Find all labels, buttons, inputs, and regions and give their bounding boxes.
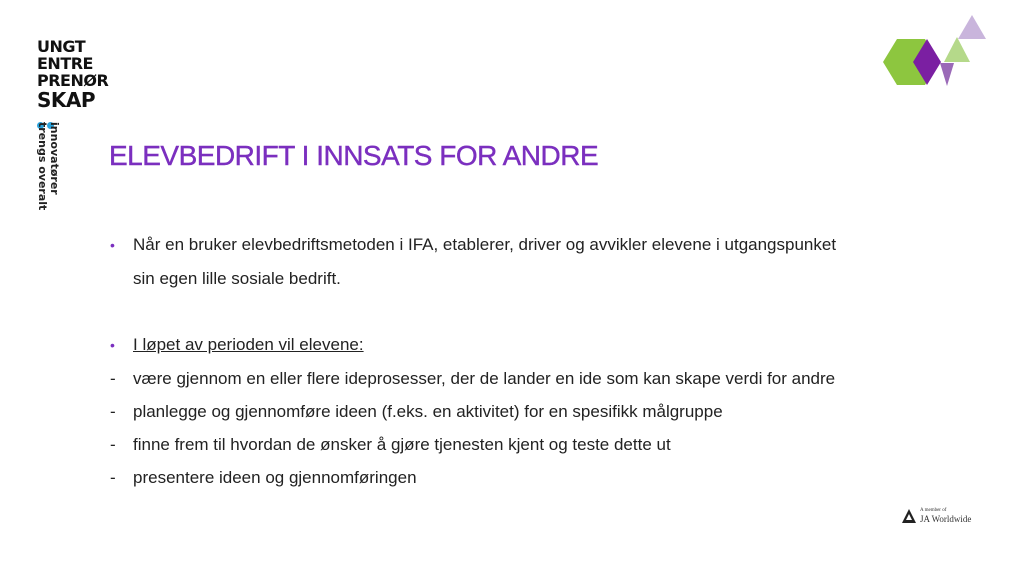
bullet-item	[110, 328, 950, 362]
ungt-entreprenorskap-logo	[37, 38, 107, 124]
dash-list-item	[110, 461, 950, 494]
dash-list-item	[110, 428, 950, 461]
logo-line-1: UNGT	[37, 37, 86, 56]
ja-org-name: JA Worldwide	[920, 514, 972, 524]
decorative-hexagon-graphic	[880, 12, 990, 90]
logo-line-2: ENTRE	[37, 54, 93, 73]
dash-item-text: presentere ideen og gjennomføringen	[133, 468, 417, 487]
logo-line-4: SKAP	[37, 88, 96, 112]
bullet-text-line: sin egen lille sosiale bedrift.	[133, 269, 341, 288]
bullet-dot-icon: •	[110, 337, 115, 353]
dash-list-item	[110, 362, 950, 395]
dash-item-text: finne frem til hvordan de ønsker å gjøre tjenesten kjent og teste dette ut	[133, 435, 671, 454]
bullet-item	[110, 228, 950, 296]
slide-content	[110, 228, 950, 494]
slide-title: ELEVBEDRIFT I INNSATS FOR ANDRE	[109, 140, 599, 171]
ja-member-text: A member of	[920, 508, 947, 513]
dash-icon: -	[110, 435, 116, 454]
dash-list-item	[110, 395, 950, 428]
lavender-triangle-shape	[958, 15, 986, 39]
bullet-heading: I løpet av perioden vil elevene:	[133, 335, 364, 354]
logo-line-3: PRENØR	[37, 71, 109, 90]
bullet-text-line: Når en bruker elevbedriftsmetoden i IFA, etablerer, driver og avvikler elevene i utgangspunket	[133, 235, 837, 254]
dash-icon: -	[110, 369, 116, 388]
bullet-dot-icon: •	[110, 237, 115, 253]
small-purple-triangle-shape	[940, 63, 954, 86]
dash-icon: -	[110, 468, 116, 487]
dash-icon: -	[110, 402, 116, 421]
dash-item-text: være gjennom en eller flere ideprosesser, der de lander en ide som kan skape verdi for andre	[133, 369, 836, 388]
light-green-triangle-shape	[944, 37, 970, 62]
ja-worldwide-badge	[901, 508, 971, 524]
tagline-line-1: innovatører	[48, 122, 61, 195]
logo-tagline	[36, 122, 60, 210]
tagline-line-2: trengs overalt	[36, 122, 49, 211]
ja-mountain-icon	[901, 508, 917, 524]
dash-item-text: planlegge og gjennomføre ideen (f.eks. en aktivitet) for en spesifikk målgruppe	[133, 402, 723, 421]
